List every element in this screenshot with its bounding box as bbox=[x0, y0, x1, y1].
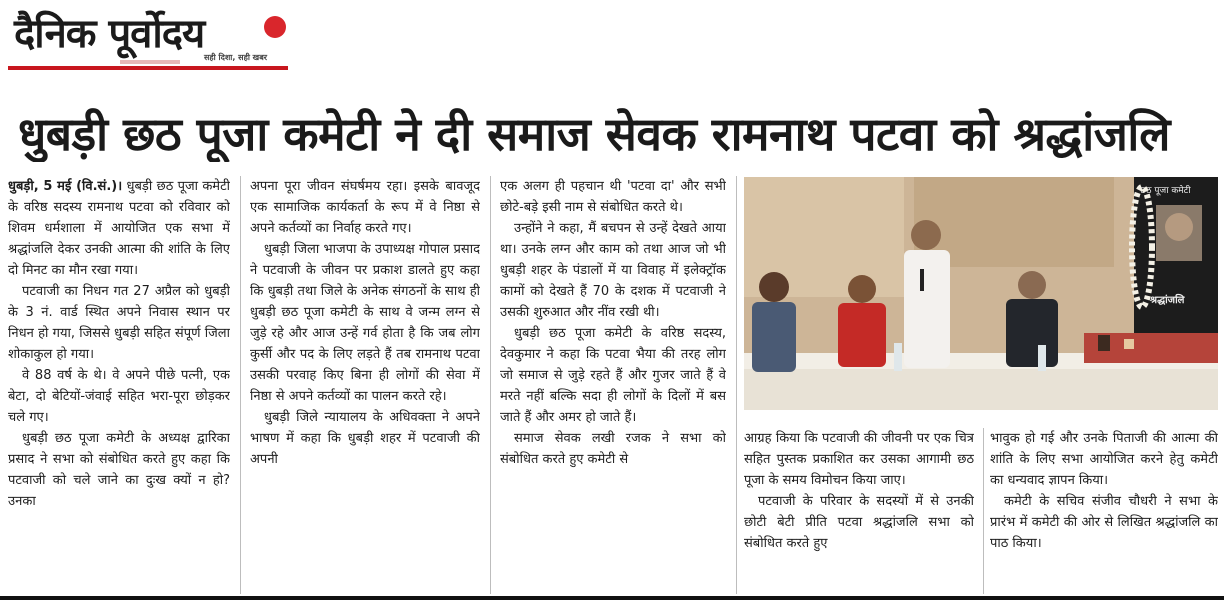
banner-caption: श्रद्धांजलि bbox=[1150, 295, 1185, 306]
column-divider bbox=[490, 176, 491, 594]
column-divider bbox=[736, 176, 737, 594]
article-column-1 bbox=[8, 176, 230, 594]
paragraph-text: धुबड़ी छठ पूजा कमेटी के वरिष्ठ सदस्य रामनाथ पटवा को रविवार को शिवम धर्मशाला में आयोजित एक सभा में श्रद्धांजलि देकर उनकी आत्मा की शांति के लिए दो मिनट का मौन रखा गया। bbox=[8, 179, 230, 278]
banner-text: छठ पूजा कमेटी bbox=[1140, 186, 1191, 196]
column-divider bbox=[240, 176, 241, 594]
photo-illustration bbox=[744, 177, 1218, 410]
page-bottom-rule bbox=[0, 596, 1224, 600]
masthead-rule bbox=[8, 66, 288, 70]
masthead-dot-icon bbox=[264, 16, 286, 38]
paragraph-6: धुबड़ी जिला भाजपा के उपाध्यक्ष गोपाल प्रसाद ने पटवाजी के जीवन पर प्रकाश डालते हुए कहा कि धुबड़ी तथा जिले के अनेक संगठनों के साथ ही धुबड़ी छठ पूजा कमेटी के साथ वे जन्म लग्न से जुड़े रहे और आज उन्हें गर्व होता है कि जब लोग कुर्सी और पद के लिए लड़ते हैं तब रामनाथ पटवा उसकी परवाह किए बिना ही लोगों की सेवा में निष्ठा से अपने कर्तव्यों का पालन करते रहे। bbox=[250, 242, 480, 404]
article-column-5 bbox=[990, 428, 1218, 594]
masthead-slug bbox=[120, 60, 180, 64]
masthead bbox=[8, 4, 298, 74]
paragraph-7: धुबड़ी जिले न्यायालय के अधिवक्ता ने अपने भाषण में कहा कि धुबड़ी शहर में पटवाजी की अपनी bbox=[250, 410, 480, 467]
paragraph-12: आग्रह किया कि पटवाजी की जीवनी पर एक चित्र सहित पुस्तक प्रकाशित कर उसका आगामी छठ पूजा के समय विमोचन किया जाए। bbox=[744, 431, 974, 488]
column-divider bbox=[983, 428, 984, 594]
paragraph-2: पटवाजी का निधन गत 27 अप्रैल को धुबड़ी के 3 नं. वार्ड स्थित अपने निवास स्थान पर निधन हो गया, जिससे धुबड़ी सहित संपूर्ण जिला शोकाकुल हो गया। bbox=[8, 284, 230, 362]
paragraph-4: धुबड़ी छठ पूजा कमेटी के अध्यक्ष द्वारिका प्रसाद ने सभा को संबोधित करते हुए कहा कि पटवाजी को चले जाने का दुःख क्यों न हो? उनका bbox=[8, 431, 230, 509]
paragraph-1 bbox=[8, 176, 230, 281]
paragraph-9: उन्होंने ने कहा, मैं बचपन से उन्हें देखते आया था। उनके लग्न और काम को तथा आज जो भी धुबड़ी शहर के पंडालों में या विवाह में इलेक्ट्रॉक कामों को देखते हैं 70 के दशक में पटवाजी ने उसकी शुरुआत और नींव रखी थी। bbox=[500, 221, 726, 320]
paragraph-14: भावुक हो गई और उनके पिताजी की आत्मा की शांति के लिए सभा आयोजित करने हेतु कमेटी का धन्यवाद ज्ञापन किया। bbox=[990, 431, 1218, 488]
event-photo bbox=[744, 177, 1218, 410]
article-headline: धुबड़ी छठ पूजा कमेटी ने दी समाज सेवक रामनाथ पटवा को श्रद्धांजलि bbox=[18, 107, 1170, 161]
paragraph-10: धुबड़ी छठ पूजा कमेटी के वरिष्ठ सदस्य, देवकुमार ने कहा कि पटवा भैया की तरह लोग जो समाज से जुड़े रहते हैं और गुजर जाते हैं वे मरते नहीं बल्कि सदा ही लोगों के दिलों में बस जाते हैं और अमर हो जाते हैं। bbox=[500, 326, 726, 425]
article-column-3 bbox=[500, 176, 726, 594]
dateline: धुबड़ी, 5 मई (वि.सं.)। bbox=[8, 179, 123, 194]
paragraph-13: पटवाजी के परिवार के सदस्यों में से उनकी छोटी बेटी प्रीति पटवा श्रद्धांजलि सभा को संबोधित करते हुए bbox=[744, 494, 974, 551]
paragraph-8: एक अलग ही पहचान थी 'पटवा दा' और सभी छोटे-बड़े इसी नाम से संबोधित करते थे। bbox=[500, 179, 726, 215]
newspaper-title: दैनिक पूर्वोदय bbox=[14, 11, 205, 57]
paragraph-15: कमेटी के सचिव संजीव चौधरी ने सभा के प्रारंभ में कमेटी की ओर से लिखित श्रद्धांजलि का पाठ किया। bbox=[990, 494, 1218, 551]
article-column-4 bbox=[744, 428, 974, 594]
newspaper-tagline: सही दिशा, सही खबर bbox=[204, 53, 268, 62]
paragraph-3: वे 88 वर्ष के थे। वे अपने पीछे पत्नी, एक बेटा, दो बेटियों-जंवाई सहित भरा-पूरा छोड़कर चले गए। bbox=[8, 368, 230, 425]
paragraph-5: अपना पूरा जीवन संघर्षमय रहा। इसके बावजूद एक सामाजिक कार्यकर्ता के रूप में वे निष्ठा से अपने कर्तव्यों का निर्वाह करते गए। bbox=[250, 179, 480, 236]
article-column-2 bbox=[250, 176, 480, 594]
paragraph-11: समाज सेवक लखी रजक ने सभा को संबोधित करते हुए कमेटी से bbox=[500, 431, 726, 467]
